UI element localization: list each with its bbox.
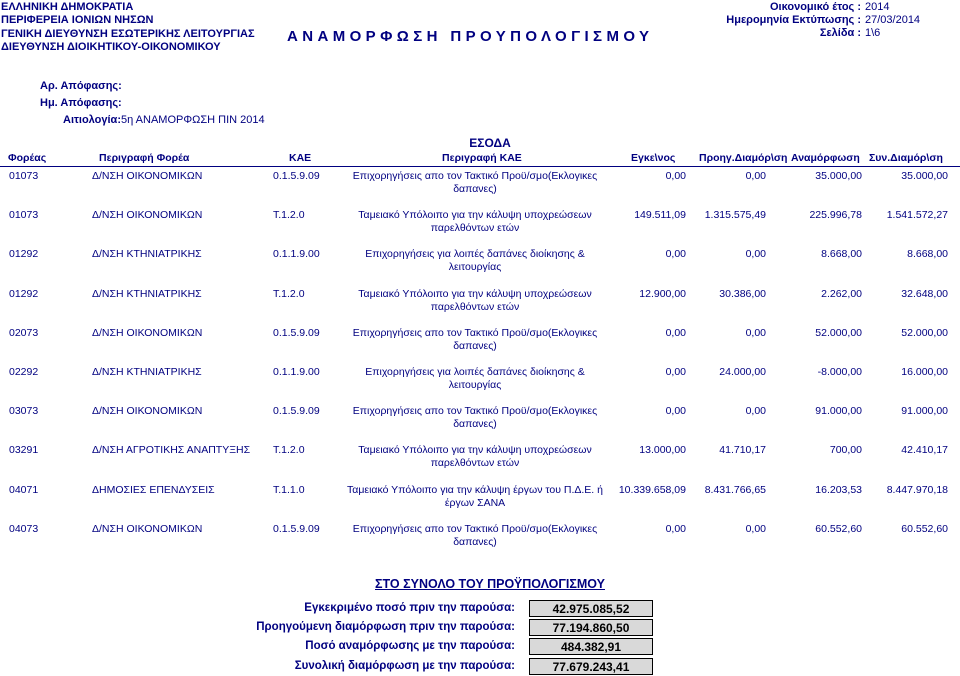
print-date-value: 27/03/2014 (865, 14, 921, 26)
summary-label: Προηγούμενη διαμόρφωση πριν την παρούσα: (256, 621, 515, 633)
col-agency-desc: Περιγραφή Φορέα (99, 152, 190, 164)
cell-kae: 0.1.5.9.09 (273, 405, 320, 417)
table-row (0, 366, 960, 404)
table-row (0, 484, 960, 522)
cell-kae-desc-cont: λειτουργίας (448, 379, 502, 391)
summary-value: 484.382,91 (529, 638, 653, 655)
cell-kae-desc-cont: παρελθόντων ετών (430, 222, 520, 234)
cell-kae: 0.1.5.9.09 (273, 170, 320, 182)
summary-value: 77.679.243,41 (529, 658, 653, 675)
cell-adjustment: 35.000,00 (815, 170, 862, 182)
cell-prev-adjusted: 30.386,00 (719, 288, 766, 300)
cell-adjustment: 16.203,53 (815, 484, 862, 496)
col-kae-desc: Περιγραφή ΚΑΕ (442, 152, 522, 164)
cell-agency: 01073 (9, 209, 39, 221)
cell-agency-desc: Δ/ΝΣΗ ΚΤΗΝΙΑΤΡΙΚΗΣ (92, 366, 202, 378)
document-title: ΑΝΑΜΟΡΦΩΣΗ ΠΡΟΥΠΟΛΟΓΙΣΜΟΥ (287, 28, 654, 45)
cell-approved: 0,00 (665, 170, 686, 182)
cell-adjustment: 8.668,00 (821, 248, 862, 260)
cell-kae-desc-cont: παρελθόντων ετών (430, 301, 520, 313)
cell-agency: 03291 (9, 444, 39, 456)
col-prev-adjusted: Προηγ.Διαμόρ\ση (699, 152, 788, 164)
cell-agency-desc: ΔΗΜΟΣΙΕΣ ΕΠΕΝΔΥΣΕΙΣ (92, 484, 215, 496)
cell-prev-adjusted: 24.000,00 (719, 366, 766, 378)
table-row (0, 523, 960, 561)
table-row (0, 248, 960, 286)
cell-prev-adjusted: 8.431.766,65 (704, 484, 766, 496)
fiscal-year-label: Οικονομικό έτος : (770, 1, 861, 13)
cell-kae: 0.1.5.9.09 (273, 327, 320, 339)
cell-agency: 01292 (9, 288, 39, 300)
cell-kae-desc-cont: δαπανες) (453, 340, 497, 352)
cell-agency: 04073 (9, 523, 39, 535)
page-label: Σελίδα : (819, 27, 861, 39)
cell-agency: 04071 (9, 484, 39, 496)
decision-reason-label: Αιτιολογία: (63, 114, 121, 126)
cell-adjustment: 60.552,60 (815, 523, 862, 535)
summary-label: Ποσό αναμόρφωσης με την παρούσα: (305, 640, 515, 652)
cell-kae: 0.1.1.9.00 (273, 248, 320, 260)
cell-agency-desc: Δ/ΝΣΗ ΟΙΚΟΝΟΜΙΚΩΝ (92, 523, 203, 535)
cell-kae-desc: Ταμειακό Υπόλοιπο για την κάλυψη υποχρεώσεων (358, 209, 592, 221)
cell-prev-adjusted: 0,00 (745, 523, 766, 535)
summary-row (200, 658, 680, 676)
cell-agency: 01073 (9, 170, 39, 182)
table-row (0, 405, 960, 443)
table-header (0, 152, 960, 167)
cell-kae-desc: Επιχορηγήσεις για λοιπές δαπάνες διοίκησης & (365, 366, 585, 378)
cell-approved: 0,00 (665, 248, 686, 260)
page-value: 1\6 (865, 27, 881, 39)
cell-kae-desc: Επιχορηγήσεις απο τον Τακτικό Προϋ/σμο(Εκλογικες (352, 523, 598, 535)
cell-agency-desc: Δ/ΝΣΗ ΟΙΚΟΝΟΜΙΚΩΝ (92, 209, 203, 221)
cell-approved: 0,00 (665, 327, 686, 339)
cell-kae-desc: Επιχορηγήσεις απο τον Τακτικό Προϋ/σμο(Εκλογικες (352, 170, 598, 182)
cell-agency-desc: Δ/ΝΣΗ ΟΙΚΟΝΟΜΙΚΩΝ (92, 170, 203, 182)
summary-value: 77.194.860,50 (529, 619, 653, 636)
cell-approved: 0,00 (665, 523, 686, 535)
summary-row (200, 600, 680, 618)
org-line: ΔΙΕΥΘΥΝΣΗ ΔΙΟΙΚΗΤΙΚΟΥ-ΟΙΚΟΝΟΜΙΚΟΥ (1, 40, 221, 53)
org-line: ΠΕΡΙΦΕΡΕΙΑ ΙΟΝΙΩΝ ΝΗΣΩΝ (1, 14, 154, 27)
cell-total-adjusted: 52.000,00 (901, 327, 948, 339)
summary-label: Συνολική διαμόρφωση με την παρούσα: (294, 660, 515, 672)
cell-total-adjusted: 32.648,00 (901, 288, 948, 300)
cell-kae-desc-cont: έργων ΣΑΝΑ (444, 497, 506, 509)
cell-kae-desc-cont: δαπανες) (453, 536, 497, 548)
section-title: ΕΣΟΔΑ (469, 136, 511, 150)
cell-adjustment: 2.262,00 (821, 288, 862, 300)
cell-kae-desc: Ταμειακό Υπόλοιπο για την κάλυψη υποχρεώσεων (358, 444, 592, 456)
fiscal-year-value: 2014 (865, 1, 890, 13)
cell-prev-adjusted: 0,00 (745, 405, 766, 417)
col-kae: ΚΑΕ (289, 152, 312, 164)
summary-row (200, 638, 680, 656)
organization-header (1, 1, 255, 54)
cell-approved: 12.900,00 (639, 288, 686, 300)
table-row (0, 444, 960, 482)
cell-kae: Τ.1.2.0 (273, 444, 305, 456)
col-approved: Εγκε\νος (631, 152, 676, 164)
cell-kae-desc: Επιχορηγήσεις για λοιπές δαπάνες διοίκησης & (365, 248, 585, 260)
cell-kae: 0.1.1.9.00 (273, 366, 320, 378)
cell-kae: Τ.1.2.0 (273, 288, 305, 300)
cell-prev-adjusted: 0,00 (745, 248, 766, 260)
col-total-adjusted: Συν.Διαμόρ\ση (869, 152, 943, 164)
cell-kae: Τ.1.2.0 (273, 209, 305, 221)
org-line: ΓΕΝΙΚΗ ΔΙΕΥΘΥΝΣΗ ΕΣΩΤΕΡΙΚΗΣ ΛΕΙΤΟΥΡΓΙΑΣ (1, 27, 255, 40)
cell-total-adjusted: 1.541.572,27 (886, 209, 948, 221)
summary-row (200, 619, 680, 637)
cell-approved: 10.339.658,09 (618, 484, 686, 496)
document-meta (726, 1, 921, 40)
cell-adjustment: 700,00 (829, 444, 862, 456)
cell-total-adjusted: 91.000,00 (901, 405, 948, 417)
cell-adjustment: 52.000,00 (815, 327, 862, 339)
cell-agency-desc: Δ/ΝΣΗ ΚΤΗΝΙΑΤΡΙΚΗΣ (92, 288, 202, 300)
cell-total-adjusted: 60.552,60 (901, 523, 948, 535)
summary-value: 42.975.085,52 (529, 600, 653, 617)
cell-approved: 0,00 (665, 405, 686, 417)
cell-agency: 02073 (9, 327, 39, 339)
cell-kae-desc-cont: δαπανες) (453, 418, 497, 430)
cell-approved: 0,00 (665, 366, 686, 378)
cell-agency: 01292 (9, 248, 39, 260)
col-adjustment: Αναμόρφωση (791, 152, 860, 164)
cell-agency-desc: Δ/ΝΣΗ ΟΙΚΟΝΟΜΙΚΩΝ (92, 327, 203, 339)
table-row (0, 288, 960, 326)
cell-prev-adjusted: 41.710,17 (719, 444, 766, 456)
summary-label: Εγκεκριμένο ποσό πριν την παρούσα: (304, 602, 515, 614)
cell-total-adjusted: 42.410,17 (901, 444, 948, 456)
cell-total-adjusted: 35.000,00 (901, 170, 948, 182)
cell-kae: 0.1.5.9.09 (273, 523, 320, 535)
decision-date-label: Ημ. Απόφασης: (40, 97, 122, 109)
cell-agency: 02292 (9, 366, 39, 378)
decision-number-label: Αρ. Απόφασης: (40, 80, 122, 92)
cell-kae-desc: Ταμειακό Υπόλοιπο για την κάλυψη υποχρεώσεων (358, 288, 592, 300)
cell-kae-desc: Ταμειακό Υπόλοιπο για την κάλυψη έργων του Π.Δ.Ε. ή (347, 484, 603, 496)
table-row (0, 327, 960, 365)
cell-kae-desc: Επιχορηγήσεις απο τον Τακτικό Προϋ/σμο(Εκλογικες (352, 327, 598, 339)
cell-agency-desc: Δ/ΝΣΗ ΑΓΡΟΤΙΚΗΣ ΑΝΑΠΤΥΞΗΣ (92, 444, 251, 456)
cell-prev-adjusted: 1.315.575,49 (704, 209, 766, 221)
cell-kae: Τ.1.1.0 (273, 484, 305, 496)
cell-kae-desc-cont: λειτουργίας (448, 261, 502, 273)
cell-adjustment: 225.996,78 (809, 209, 862, 221)
cell-kae-desc: Επιχορηγήσεις απο τον Τακτικό Προϋ/σμο(Εκλογικες (352, 405, 598, 417)
cell-prev-adjusted: 0,00 (745, 327, 766, 339)
cell-agency-desc: Δ/ΝΣΗ ΟΙΚΟΝΟΜΙΚΩΝ (92, 405, 203, 417)
decision-reason-value: 5η ΑΝΑΜΟΡΦΩΣΗ ΠΙΝ 2014 (121, 114, 265, 126)
cell-approved: 149.511,09 (634, 209, 686, 221)
cell-total-adjusted: 16.000,00 (901, 366, 948, 378)
cell-total-adjusted: 8.668,00 (907, 248, 948, 260)
col-agency: Φορέας (8, 152, 47, 164)
cell-adjustment: -8.000,00 (817, 366, 862, 378)
cell-kae-desc-cont: δαπανες) (453, 183, 497, 195)
cell-agency-desc: Δ/ΝΣΗ ΚΤΗΝΙΑΤΡΙΚΗΣ (92, 248, 202, 260)
cell-total-adjusted: 8.447.970,18 (886, 484, 948, 496)
print-date-label: Ημερομηνία Εκτύπωσης : (726, 14, 861, 26)
cell-approved: 13.000,00 (639, 444, 686, 456)
cell-prev-adjusted: 0,00 (745, 170, 766, 182)
cell-agency: 03073 (9, 405, 39, 417)
decision-info (40, 78, 265, 129)
cell-adjustment: 91.000,00 (815, 405, 862, 417)
summary-title: ΣΤΟ ΣΥΝΟΛΟ ΤΟΥ ΠΡΟΫΠΟΛΟΓΙΣΜΟΥ (375, 577, 605, 591)
table-row (0, 170, 960, 208)
table-row (0, 209, 960, 247)
cell-kae-desc-cont: παρελθόντων ετών (430, 457, 520, 469)
org-line: ΕΛΛΗΝΙΚΗ ΔΗΜΟΚΡΑΤΙΑ (1, 1, 134, 13)
